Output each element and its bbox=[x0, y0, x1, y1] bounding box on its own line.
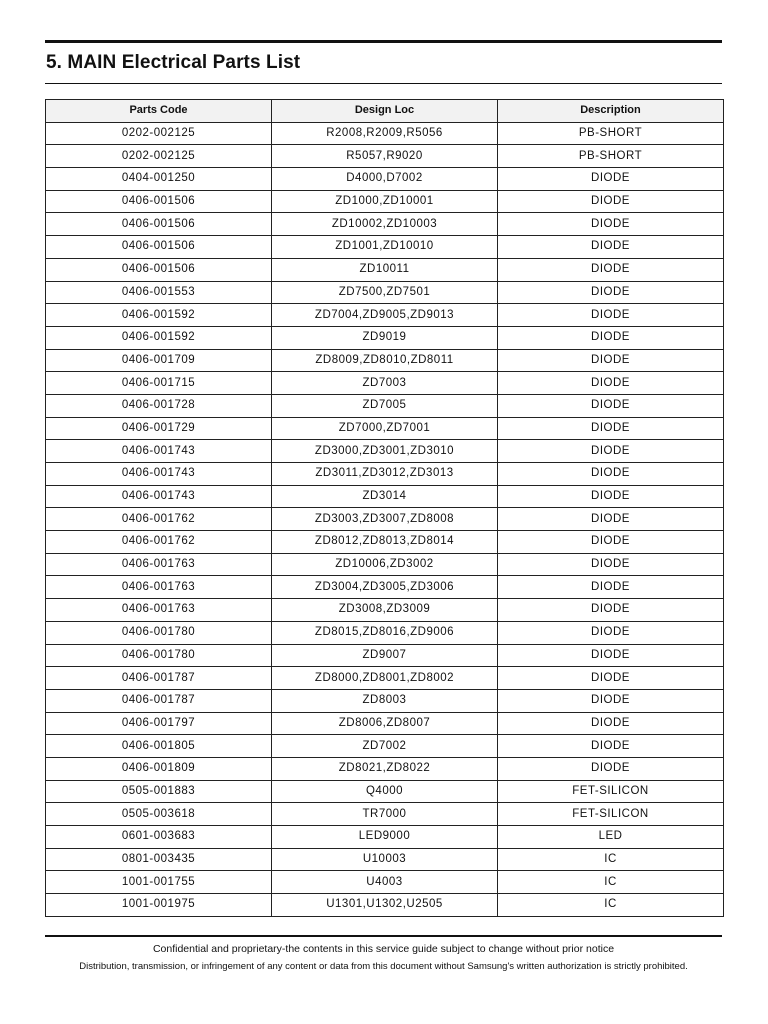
table-row bbox=[46, 122, 724, 145]
design-loc-cell: ZD7500,ZD7501 bbox=[272, 281, 498, 304]
parts-code-cell: 0202-002125 bbox=[46, 122, 272, 145]
parts-code-cell: 0406-001709 bbox=[46, 349, 272, 372]
design-loc-cell: ZD8000,ZD8001,ZD8002 bbox=[272, 667, 498, 690]
description-cell: DIODE bbox=[498, 190, 724, 213]
table-row bbox=[46, 236, 724, 259]
page-title: 5. MAIN Electrical Parts List bbox=[46, 52, 301, 73]
description-cell: FET-SILICON bbox=[498, 803, 724, 826]
parts-code-cell: 0406-001762 bbox=[46, 531, 272, 554]
description-cell: DIODE bbox=[498, 258, 724, 281]
title-underline bbox=[45, 83, 722, 84]
footer-rule bbox=[45, 935, 722, 937]
table-row bbox=[46, 281, 724, 304]
table-row bbox=[46, 667, 724, 690]
design-loc-cell: ZD7005 bbox=[272, 394, 498, 417]
table-row bbox=[46, 894, 724, 917]
header-parts-code: Parts Code bbox=[46, 100, 272, 123]
footer-distribution-notice: Distribution, transmission, or infringement of any content or data from this document without Samsung's written authorization is strictly prohibited. bbox=[79, 961, 688, 972]
description-cell: DIODE bbox=[498, 757, 724, 780]
description-cell: IC bbox=[498, 871, 724, 894]
parts-code-cell: 0406-001743 bbox=[46, 463, 272, 486]
design-loc-cell: ZD7004,ZD9005,ZD9013 bbox=[272, 304, 498, 327]
parts-code-cell: 0406-001715 bbox=[46, 372, 272, 395]
parts-code-cell: 0505-001883 bbox=[46, 780, 272, 803]
description-cell: IC bbox=[498, 894, 724, 917]
parts-code-cell: 0406-001797 bbox=[46, 712, 272, 735]
design-loc-cell: Q4000 bbox=[272, 780, 498, 803]
parts-code-cell: 0406-001729 bbox=[46, 417, 272, 440]
design-loc-cell: ZD1000,ZD10001 bbox=[272, 190, 498, 213]
design-loc-cell: ZD1001,ZD10010 bbox=[272, 236, 498, 259]
parts-code-cell: 0406-001506 bbox=[46, 213, 272, 236]
parts-code-cell: 0406-001763 bbox=[46, 553, 272, 576]
design-loc-cell: ZD3011,ZD3012,ZD3013 bbox=[272, 463, 498, 486]
table-row bbox=[46, 258, 724, 281]
description-cell: DIODE bbox=[498, 644, 724, 667]
parts-code-cell: 0202-002125 bbox=[46, 145, 272, 168]
parts-code-cell: 0406-001805 bbox=[46, 735, 272, 758]
parts-code-cell: 0406-001809 bbox=[46, 757, 272, 780]
design-loc-cell: ZD8021,ZD8022 bbox=[272, 757, 498, 780]
parts-table-body bbox=[46, 122, 724, 916]
parts-code-cell: 0601-003683 bbox=[46, 826, 272, 849]
design-loc-cell: ZD3014 bbox=[272, 485, 498, 508]
parts-code-cell: 0406-001506 bbox=[46, 190, 272, 213]
description-cell: DIODE bbox=[498, 304, 724, 327]
description-cell: DIODE bbox=[498, 417, 724, 440]
description-cell: LED bbox=[498, 826, 724, 849]
description-cell: DIODE bbox=[498, 349, 724, 372]
design-loc-cell: ZD9019 bbox=[272, 326, 498, 349]
table-row bbox=[46, 826, 724, 849]
table-row bbox=[46, 485, 724, 508]
table-row bbox=[46, 599, 724, 622]
design-loc-cell: R2008,R2009,R5056 bbox=[272, 122, 498, 145]
design-loc-cell: ZD9007 bbox=[272, 644, 498, 667]
description-cell: DIODE bbox=[498, 667, 724, 690]
table-row bbox=[46, 712, 724, 735]
description-cell: DIODE bbox=[498, 213, 724, 236]
parts-code-cell: 0406-001787 bbox=[46, 667, 272, 690]
table-row bbox=[46, 463, 724, 486]
table-row bbox=[46, 757, 724, 780]
parts-code-cell: 0406-001506 bbox=[46, 258, 272, 281]
parts-code-cell: 0406-001506 bbox=[46, 236, 272, 259]
table-row bbox=[46, 417, 724, 440]
design-loc-cell: ZD3008,ZD3009 bbox=[272, 599, 498, 622]
parts-code-cell: 0406-001763 bbox=[46, 599, 272, 622]
description-cell: DIODE bbox=[498, 553, 724, 576]
parts-code-cell: 0406-001743 bbox=[46, 485, 272, 508]
description-cell: DIODE bbox=[498, 621, 724, 644]
description-cell: PB-SHORT bbox=[498, 145, 724, 168]
table-row bbox=[46, 644, 724, 667]
design-loc-cell: ZD7000,ZD7001 bbox=[272, 417, 498, 440]
table-row bbox=[46, 372, 724, 395]
parts-code-cell: 0406-001787 bbox=[46, 689, 272, 712]
table-header-row bbox=[46, 100, 724, 123]
table-row bbox=[46, 168, 724, 191]
design-loc-cell: TR7000 bbox=[272, 803, 498, 826]
design-loc-cell: ZD10006,ZD3002 bbox=[272, 553, 498, 576]
parts-code-cell: 0406-001743 bbox=[46, 440, 272, 463]
parts-code-cell: 0406-001762 bbox=[46, 508, 272, 531]
table-row bbox=[46, 576, 724, 599]
table-row bbox=[46, 689, 724, 712]
design-loc-cell: U1301,U1302,U2505 bbox=[272, 894, 498, 917]
description-cell: DIODE bbox=[498, 236, 724, 259]
parts-code-cell: 1001-001975 bbox=[46, 894, 272, 917]
design-loc-cell: ZD8006,ZD8007 bbox=[272, 712, 498, 735]
description-cell: DIODE bbox=[498, 372, 724, 395]
description-cell: DIODE bbox=[498, 576, 724, 599]
design-loc-cell: LED9000 bbox=[272, 826, 498, 849]
table-row bbox=[46, 394, 724, 417]
design-loc-cell: U10003 bbox=[272, 848, 498, 871]
description-cell: DIODE bbox=[498, 168, 724, 191]
design-loc-cell: U4003 bbox=[272, 871, 498, 894]
description-cell: DIODE bbox=[498, 599, 724, 622]
description-cell: IC bbox=[498, 848, 724, 871]
table-row bbox=[46, 213, 724, 236]
description-cell: DIODE bbox=[498, 394, 724, 417]
description-cell: DIODE bbox=[498, 281, 724, 304]
parts-code-cell: 0406-001592 bbox=[46, 304, 272, 327]
table-row bbox=[46, 304, 724, 327]
table-row bbox=[46, 553, 724, 576]
description-cell: DIODE bbox=[498, 463, 724, 486]
parts-code-cell: 0406-001763 bbox=[46, 576, 272, 599]
footer-confidential-notice: Confidential and proprietary-the contents in this service guide subject to change without prior notice bbox=[152, 943, 615, 955]
table-row bbox=[46, 848, 724, 871]
design-loc-cell: ZD7002 bbox=[272, 735, 498, 758]
table-row bbox=[46, 871, 724, 894]
design-loc-cell: D4000,D7002 bbox=[272, 168, 498, 191]
description-cell: DIODE bbox=[498, 689, 724, 712]
parts-code-cell: 0406-001592 bbox=[46, 326, 272, 349]
description-cell: DIODE bbox=[498, 735, 724, 758]
description-cell: DIODE bbox=[498, 508, 724, 531]
table-row bbox=[46, 803, 724, 826]
description-cell: FET-SILICON bbox=[498, 780, 724, 803]
parts-code-cell: 0406-001780 bbox=[46, 621, 272, 644]
design-loc-cell: R5057,R9020 bbox=[272, 145, 498, 168]
parts-table bbox=[45, 99, 724, 917]
table-row bbox=[46, 621, 724, 644]
design-loc-cell: ZD10002,ZD10003 bbox=[272, 213, 498, 236]
design-loc-cell: ZD3000,ZD3001,ZD3010 bbox=[272, 440, 498, 463]
table-row bbox=[46, 440, 724, 463]
parts-code-cell: 0406-001728 bbox=[46, 394, 272, 417]
table-row bbox=[46, 780, 724, 803]
parts-code-cell: 1001-001755 bbox=[46, 871, 272, 894]
top-rule bbox=[45, 40, 722, 43]
table-row bbox=[46, 735, 724, 758]
design-loc-cell: ZD8003 bbox=[272, 689, 498, 712]
parts-code-cell: 0406-001553 bbox=[46, 281, 272, 304]
table-row bbox=[46, 508, 724, 531]
design-loc-cell: ZD7003 bbox=[272, 372, 498, 395]
table-row bbox=[46, 349, 724, 372]
parts-code-cell: 0801-003435 bbox=[46, 848, 272, 871]
design-loc-cell: ZD8012,ZD8013,ZD8014 bbox=[272, 531, 498, 554]
description-cell: DIODE bbox=[498, 531, 724, 554]
design-loc-cell: ZD3003,ZD3007,ZD8008 bbox=[272, 508, 498, 531]
design-loc-cell: ZD8009,ZD8010,ZD8011 bbox=[272, 349, 498, 372]
table-row bbox=[46, 531, 724, 554]
header-description: Description bbox=[498, 100, 724, 123]
description-cell: DIODE bbox=[498, 326, 724, 349]
design-loc-cell: ZD3004,ZD3005,ZD3006 bbox=[272, 576, 498, 599]
parts-code-cell: 0406-001780 bbox=[46, 644, 272, 667]
table-row bbox=[46, 326, 724, 349]
table-row bbox=[46, 145, 724, 168]
header-design-loc: Design Loc bbox=[272, 100, 498, 123]
parts-code-cell: 0505-003618 bbox=[46, 803, 272, 826]
description-cell: DIODE bbox=[498, 485, 724, 508]
design-loc-cell: ZD10011 bbox=[272, 258, 498, 281]
parts-code-cell: 0404-001250 bbox=[46, 168, 272, 191]
design-loc-cell: ZD8015,ZD8016,ZD9006 bbox=[272, 621, 498, 644]
description-cell: DIODE bbox=[498, 712, 724, 735]
description-cell: PB-SHORT bbox=[498, 122, 724, 145]
table-row bbox=[46, 190, 724, 213]
description-cell: DIODE bbox=[498, 440, 724, 463]
